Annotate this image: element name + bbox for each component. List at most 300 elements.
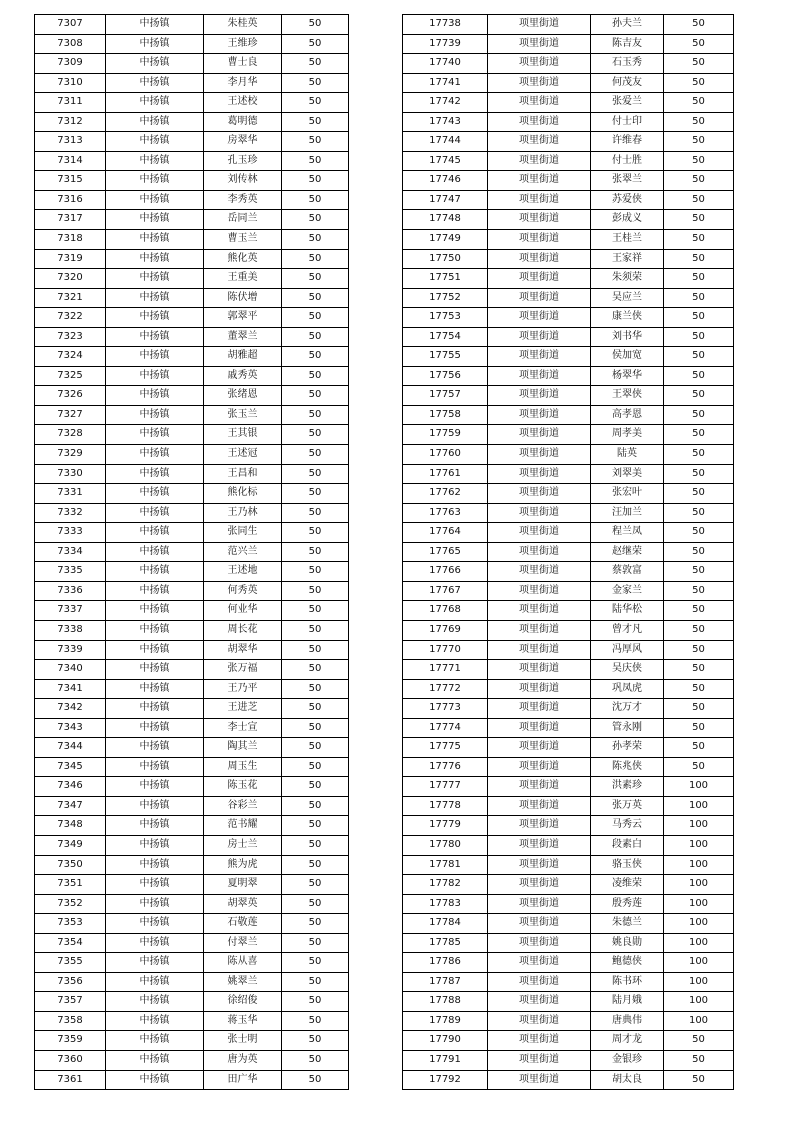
amount-cell: 100	[664, 816, 734, 836]
township-cell: 中扬镇	[106, 523, 204, 543]
table-row	[35, 425, 349, 445]
township-cell: 中扬镇	[106, 210, 204, 230]
township-cell: 项里街道	[488, 718, 591, 738]
serial-number-cell: 17789	[403, 1011, 488, 1031]
serial-number-cell: 7334	[35, 542, 106, 562]
table-row	[35, 1031, 349, 1051]
person-name-cell: 刘书华	[591, 327, 664, 347]
serial-number-cell: 17763	[403, 503, 488, 523]
serial-number-cell: 17773	[403, 699, 488, 719]
township-cell: 项里街道	[488, 503, 591, 523]
amount-cell: 50	[282, 386, 349, 406]
amount-cell: 50	[282, 366, 349, 386]
township-cell: 中扬镇	[106, 73, 204, 93]
amount-cell: 50	[282, 757, 349, 777]
table-row	[35, 699, 349, 719]
township-cell: 中扬镇	[106, 992, 204, 1012]
person-name-cell: 李月华	[204, 73, 282, 93]
township-cell: 项里街道	[488, 425, 591, 445]
person-name-cell: 王述冠	[204, 445, 282, 465]
person-name-cell: 王桂兰	[591, 230, 664, 250]
amount-cell: 50	[282, 777, 349, 797]
table-row	[403, 151, 734, 171]
amount-cell: 50	[664, 230, 734, 250]
amount-cell: 50	[282, 445, 349, 465]
amount-cell: 50	[282, 620, 349, 640]
township-cell: 项里街道	[488, 249, 591, 269]
person-name-cell: 管永刚	[591, 718, 664, 738]
township-cell: 中扬镇	[106, 93, 204, 113]
person-name-cell: 张同生	[204, 523, 282, 543]
person-name-cell: 曾才凡	[591, 620, 664, 640]
serial-number-cell: 7359	[35, 1031, 106, 1051]
serial-number-cell: 17739	[403, 34, 488, 54]
amount-cell: 50	[282, 230, 349, 250]
township-cell: 项里街道	[488, 523, 591, 543]
table-row	[403, 972, 734, 992]
serial-number-cell: 17764	[403, 523, 488, 543]
table-row	[35, 757, 349, 777]
person-name-cell: 程兰凤	[591, 523, 664, 543]
amount-cell: 50	[664, 738, 734, 758]
serial-number-cell: 7331	[35, 484, 106, 504]
township-cell: 项里街道	[488, 679, 591, 699]
table-row	[403, 230, 734, 250]
serial-number-cell: 17741	[403, 73, 488, 93]
person-name-cell: 孙夫兰	[591, 15, 664, 35]
serial-number-cell: 7357	[35, 992, 106, 1012]
township-cell: 中扬镇	[106, 327, 204, 347]
amount-cell: 50	[664, 366, 734, 386]
serial-number-cell: 17767	[403, 581, 488, 601]
person-name-cell: 康兰侠	[591, 308, 664, 328]
township-cell: 项里街道	[488, 366, 591, 386]
amount-cell: 50	[282, 269, 349, 289]
township-cell: 项里街道	[488, 816, 591, 836]
township-cell: 项里街道	[488, 34, 591, 54]
amount-cell: 50	[282, 660, 349, 680]
table-row	[403, 484, 734, 504]
table-row	[35, 640, 349, 660]
amount-cell: 100	[664, 972, 734, 992]
person-name-cell: 张翠兰	[591, 171, 664, 191]
table-row	[35, 288, 349, 308]
table-row	[35, 992, 349, 1012]
person-name-cell: 房翠华	[204, 132, 282, 152]
table-row	[403, 171, 734, 191]
township-cell: 项里街道	[488, 405, 591, 425]
township-cell: 中扬镇	[106, 816, 204, 836]
person-name-cell: 张万英	[591, 796, 664, 816]
amount-cell: 50	[664, 581, 734, 601]
person-name-cell: 王其银	[204, 425, 282, 445]
table-row	[35, 386, 349, 406]
serial-number-cell: 17788	[403, 992, 488, 1012]
township-cell: 项里街道	[488, 601, 591, 621]
person-name-cell: 戚秀英	[204, 366, 282, 386]
township-cell: 中扬镇	[106, 366, 204, 386]
person-name-cell: 蒋玉华	[204, 1011, 282, 1031]
serial-number-cell: 17766	[403, 562, 488, 582]
person-name-cell: 高孝恩	[591, 405, 664, 425]
serial-number-cell: 7336	[35, 581, 106, 601]
person-name-cell: 郭翠平	[204, 308, 282, 328]
amount-cell: 50	[282, 894, 349, 914]
table-row	[35, 151, 349, 171]
amount-cell: 50	[282, 190, 349, 210]
serial-number-cell: 7348	[35, 816, 106, 836]
serial-number-cell: 17760	[403, 445, 488, 465]
person-name-cell: 段素白	[591, 835, 664, 855]
roster-table-right	[402, 14, 734, 1090]
amount-cell: 50	[282, 347, 349, 367]
amount-cell: 50	[664, 679, 734, 699]
table-row	[35, 660, 349, 680]
person-name-cell: 侯加宽	[591, 347, 664, 367]
amount-cell: 50	[282, 640, 349, 660]
table-row	[403, 894, 734, 914]
township-cell: 中扬镇	[106, 230, 204, 250]
table-row	[35, 562, 349, 582]
township-cell: 中扬镇	[106, 972, 204, 992]
table-row	[35, 445, 349, 465]
person-name-cell: 朱桂英	[204, 15, 282, 35]
person-name-cell: 付翠兰	[204, 933, 282, 953]
person-name-cell: 周玉生	[204, 757, 282, 777]
table-row	[403, 93, 734, 113]
serial-number-cell: 17757	[403, 386, 488, 406]
township-cell: 中扬镇	[106, 679, 204, 699]
amount-cell: 50	[282, 738, 349, 758]
roster-table-body	[35, 15, 349, 1090]
township-cell: 中扬镇	[106, 288, 204, 308]
amount-cell: 50	[282, 816, 349, 836]
serial-number-cell: 17785	[403, 933, 488, 953]
person-name-cell: 孔玉珍	[204, 151, 282, 171]
township-cell: 项里街道	[488, 132, 591, 152]
person-name-cell: 石敬莲	[204, 914, 282, 934]
township-cell: 项里街道	[488, 190, 591, 210]
township-cell: 中扬镇	[106, 718, 204, 738]
amount-cell: 50	[664, 386, 734, 406]
township-cell: 中扬镇	[106, 484, 204, 504]
amount-cell: 50	[282, 601, 349, 621]
serial-number-cell: 17765	[403, 542, 488, 562]
serial-number-cell: 17761	[403, 464, 488, 484]
amount-cell: 50	[282, 112, 349, 132]
table-row	[35, 601, 349, 621]
table-row	[403, 914, 734, 934]
person-name-cell: 王昌和	[204, 464, 282, 484]
table-row	[403, 34, 734, 54]
serial-number-cell: 17768	[403, 601, 488, 621]
table-row	[35, 1011, 349, 1031]
person-name-cell: 王重美	[204, 269, 282, 289]
table-row	[403, 992, 734, 1012]
serial-number-cell: 17790	[403, 1031, 488, 1051]
serial-number-cell: 17781	[403, 855, 488, 875]
person-name-cell: 陆英	[591, 445, 664, 465]
person-name-cell: 骆玉侠	[591, 855, 664, 875]
amount-cell: 100	[664, 933, 734, 953]
amount-cell: 50	[664, 405, 734, 425]
table-row	[35, 308, 349, 328]
township-cell: 项里街道	[488, 738, 591, 758]
table-row	[35, 171, 349, 191]
person-name-cell: 熊化英	[204, 249, 282, 269]
person-name-cell: 付士印	[591, 112, 664, 132]
person-name-cell: 胡雅超	[204, 347, 282, 367]
table-row	[403, 1031, 734, 1051]
township-cell: 项里街道	[488, 894, 591, 914]
serial-number-cell: 7343	[35, 718, 106, 738]
table-row	[403, 210, 734, 230]
person-name-cell: 杨翠华	[591, 366, 664, 386]
table-row	[403, 523, 734, 543]
person-name-cell: 张爱兰	[591, 93, 664, 113]
township-cell: 中扬镇	[106, 914, 204, 934]
amount-cell: 50	[282, 933, 349, 953]
township-cell: 中扬镇	[106, 445, 204, 465]
serial-number-cell: 7321	[35, 288, 106, 308]
amount-cell: 50	[282, 405, 349, 425]
amount-cell: 50	[664, 562, 734, 582]
amount-cell: 50	[282, 1031, 349, 1051]
serial-number-cell: 7350	[35, 855, 106, 875]
amount-cell: 50	[664, 132, 734, 152]
person-name-cell: 陈兆侠	[591, 757, 664, 777]
township-cell: 项里街道	[488, 777, 591, 797]
table-row	[35, 933, 349, 953]
person-name-cell: 陆华松	[591, 601, 664, 621]
township-cell: 中扬镇	[106, 347, 204, 367]
table-row	[35, 366, 349, 386]
person-name-cell: 张宏叶	[591, 484, 664, 504]
amount-cell: 50	[664, 1031, 734, 1051]
table-row	[403, 581, 734, 601]
serial-number-cell: 17749	[403, 230, 488, 250]
serial-number-cell: 7351	[35, 875, 106, 895]
table-row	[35, 679, 349, 699]
table-row	[403, 562, 734, 582]
table-row	[403, 1050, 734, 1070]
table-row	[403, 73, 734, 93]
person-name-cell: 苏爱侠	[591, 190, 664, 210]
table-row	[403, 445, 734, 465]
serial-number-cell: 17743	[403, 112, 488, 132]
amount-cell: 50	[282, 679, 349, 699]
serial-number-cell: 7341	[35, 679, 106, 699]
serial-number-cell: 17751	[403, 269, 488, 289]
amount-cell: 50	[282, 308, 349, 328]
table-row	[403, 308, 734, 328]
serial-number-cell: 7338	[35, 620, 106, 640]
table-row	[35, 15, 349, 35]
township-cell: 中扬镇	[106, 601, 204, 621]
township-cell: 中扬镇	[106, 660, 204, 680]
amount-cell: 50	[664, 171, 734, 191]
township-cell: 项里街道	[488, 327, 591, 347]
table-row	[35, 210, 349, 230]
person-name-cell: 姚良勋	[591, 933, 664, 953]
amount-cell: 50	[664, 620, 734, 640]
township-cell: 中扬镇	[106, 953, 204, 973]
person-name-cell: 金家兰	[591, 581, 664, 601]
amount-cell: 50	[282, 796, 349, 816]
person-name-cell: 刘传林	[204, 171, 282, 191]
serial-number-cell: 17779	[403, 816, 488, 836]
amount-cell: 50	[664, 660, 734, 680]
township-cell: 项里街道	[488, 875, 591, 895]
person-name-cell: 胡太良	[591, 1070, 664, 1090]
township-cell: 中扬镇	[106, 464, 204, 484]
table-row	[403, 347, 734, 367]
serial-number-cell: 7328	[35, 425, 106, 445]
amount-cell: 50	[664, 347, 734, 367]
township-cell: 中扬镇	[106, 249, 204, 269]
township-cell: 中扬镇	[106, 1050, 204, 1070]
person-name-cell: 熊为虎	[204, 855, 282, 875]
serial-number-cell: 7316	[35, 190, 106, 210]
person-name-cell: 冯厚风	[591, 640, 664, 660]
person-name-cell: 周长花	[204, 620, 282, 640]
table-row	[35, 34, 349, 54]
serial-number-cell: 7349	[35, 835, 106, 855]
serial-number-cell: 17777	[403, 777, 488, 797]
table-row	[403, 718, 734, 738]
amount-cell: 50	[282, 972, 349, 992]
township-cell: 项里街道	[488, 914, 591, 934]
amount-cell: 50	[664, 445, 734, 465]
township-cell: 中扬镇	[106, 835, 204, 855]
amount-cell: 50	[282, 581, 349, 601]
serial-number-cell: 17792	[403, 1070, 488, 1090]
amount-cell: 50	[282, 15, 349, 35]
table-row	[35, 542, 349, 562]
amount-cell: 50	[664, 112, 734, 132]
serial-number-cell: 7324	[35, 347, 106, 367]
township-cell: 项里街道	[488, 151, 591, 171]
amount-cell: 50	[664, 210, 734, 230]
table-row	[35, 796, 349, 816]
township-cell: 中扬镇	[106, 190, 204, 210]
township-cell: 项里街道	[488, 640, 591, 660]
serial-number-cell: 7332	[35, 503, 106, 523]
township-cell: 项里街道	[488, 933, 591, 953]
township-cell: 项里街道	[488, 171, 591, 191]
amount-cell: 50	[664, 640, 734, 660]
amount-cell: 100	[664, 875, 734, 895]
table-row	[403, 953, 734, 973]
serial-number-cell: 17791	[403, 1050, 488, 1070]
amount-cell: 50	[282, 699, 349, 719]
amount-cell: 50	[282, 249, 349, 269]
table-row	[403, 1070, 734, 1090]
serial-number-cell: 17744	[403, 132, 488, 152]
table-row	[35, 835, 349, 855]
serial-number-cell: 7358	[35, 1011, 106, 1031]
serial-number-cell: 17753	[403, 308, 488, 328]
amount-cell: 50	[664, 601, 734, 621]
table-row	[403, 249, 734, 269]
township-cell: 中扬镇	[106, 503, 204, 523]
amount-cell: 50	[282, 288, 349, 308]
serial-number-cell: 7323	[35, 327, 106, 347]
person-name-cell: 马秀云	[591, 816, 664, 836]
person-name-cell: 陆月娥	[591, 992, 664, 1012]
serial-number-cell: 17758	[403, 405, 488, 425]
person-name-cell: 葛明德	[204, 112, 282, 132]
person-name-cell: 姚翠兰	[204, 972, 282, 992]
serial-number-cell: 17780	[403, 835, 488, 855]
amount-cell: 100	[664, 992, 734, 1012]
person-name-cell: 唐为英	[204, 1050, 282, 1070]
person-name-cell: 王进芝	[204, 699, 282, 719]
table-row	[403, 835, 734, 855]
person-name-cell: 范兴兰	[204, 542, 282, 562]
amount-cell: 50	[282, 914, 349, 934]
amount-cell: 50	[664, 93, 734, 113]
township-cell: 中扬镇	[106, 640, 204, 660]
table-row	[35, 112, 349, 132]
table-row	[403, 757, 734, 777]
amount-cell: 50	[282, 171, 349, 191]
table-row	[403, 15, 734, 35]
serial-number-cell: 7330	[35, 464, 106, 484]
table-row	[35, 738, 349, 758]
township-cell: 项里街道	[488, 93, 591, 113]
serial-number-cell: 7347	[35, 796, 106, 816]
person-name-cell: 田广华	[204, 1070, 282, 1090]
township-cell: 中扬镇	[106, 269, 204, 289]
serial-number-cell: 17750	[403, 249, 488, 269]
table-row	[35, 269, 349, 289]
table-row	[35, 855, 349, 875]
serial-number-cell: 7329	[35, 445, 106, 465]
serial-number-cell: 7337	[35, 601, 106, 621]
amount-cell: 100	[664, 855, 734, 875]
township-cell: 项里街道	[488, 484, 591, 504]
person-name-cell: 殷秀莲	[591, 894, 664, 914]
table-row	[35, 249, 349, 269]
table-row	[403, 132, 734, 152]
table-row	[35, 1070, 349, 1090]
township-cell: 中扬镇	[106, 738, 204, 758]
amount-cell: 50	[282, 875, 349, 895]
serial-number-cell: 7346	[35, 777, 106, 797]
township-cell: 项里街道	[488, 269, 591, 289]
person-name-cell: 吴应兰	[591, 288, 664, 308]
table-row	[403, 405, 734, 425]
serial-number-cell: 7314	[35, 151, 106, 171]
table-row	[403, 288, 734, 308]
township-cell: 项里街道	[488, 757, 591, 777]
person-name-cell: 陈从喜	[204, 953, 282, 973]
table-row	[403, 620, 734, 640]
township-cell: 中扬镇	[106, 875, 204, 895]
township-cell: 中扬镇	[106, 171, 204, 191]
table-row	[403, 601, 734, 621]
serial-number-cell: 17771	[403, 660, 488, 680]
person-name-cell: 沈万才	[591, 699, 664, 719]
serial-number-cell: 7333	[35, 523, 106, 543]
serial-number-cell: 7313	[35, 132, 106, 152]
amount-cell: 50	[282, 503, 349, 523]
serial-number-cell: 7344	[35, 738, 106, 758]
person-name-cell: 陈伏增	[204, 288, 282, 308]
person-name-cell: 张万福	[204, 660, 282, 680]
township-cell: 项里街道	[488, 1011, 591, 1031]
